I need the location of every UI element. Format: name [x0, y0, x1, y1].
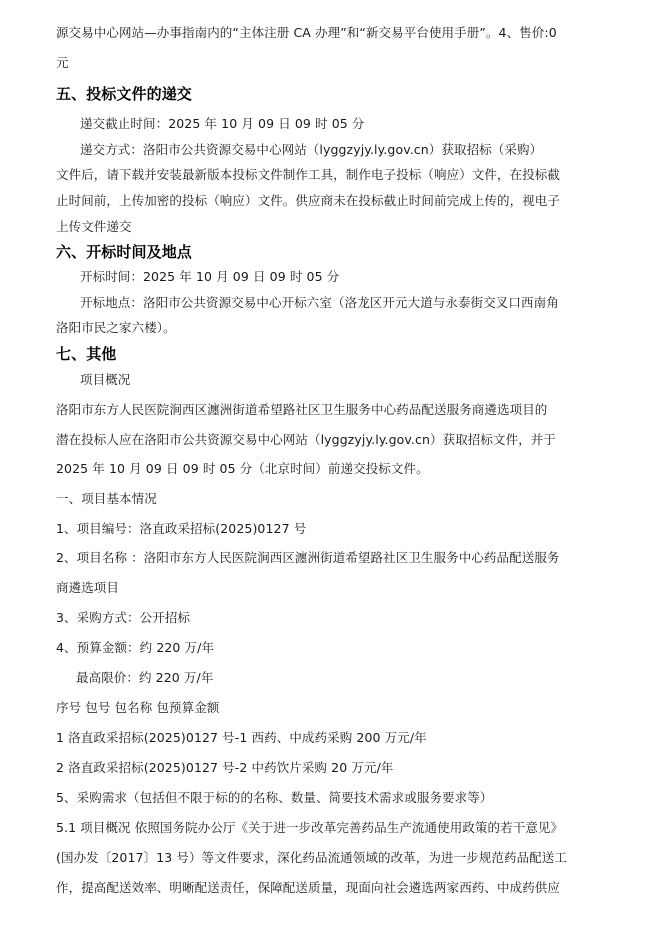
- text-line: 项目概况: [80, 372, 131, 387]
- text-line: 作，提高配送效率、明晰配送责任，保障配送质量，现面向社会遴选两家西药、中成药供应: [56, 880, 561, 895]
- text-line: 5.1 项目概况 依照国务院办公厅《关于进一步改革完善药品生产流通使用政策的若干意见》: [56, 820, 564, 835]
- text-line: 元: [56, 55, 69, 70]
- section-heading: 五、投标文件的递交: [56, 85, 192, 103]
- text-line: 3、采购方式：公开招标: [56, 610, 191, 625]
- text-line: 2、项目名称 ：洛阳市东方人民医院涧西区瀍洲街道希望路社区卫生服务中心药品配送服务: [56, 550, 560, 565]
- table-row: 2 洛直政采招标(2025)0127 号-2 中药饮片采购 20 万元/年: [56, 760, 394, 775]
- text-line: 洛阳市民之家六楼）。: [56, 320, 176, 335]
- text-line: 4、预算金额：约 220 万/年: [56, 640, 215, 655]
- text-line: 递交方式：洛阳市公共资源交易中心网站（lyggzyjy.ly.gov.cn）获取招标（采购）: [80, 142, 543, 157]
- text-line: 源交易中心网站—办事指南内的“主体注册 CA 办理”和“新交易平台使用手册”。4、售价:0: [56, 25, 557, 40]
- text-line: 开标时间：2025 年 10 月 09 日 09 时 05 分: [80, 269, 340, 284]
- table-row: 1 洛直政采招标(2025)0127 号-1 西药、中成药采购 200 万元/年: [56, 730, 427, 745]
- text-line: (国办发〔2017〕13 号）等文件要求，深化药品流通领域的改革，为进一步规范药品配送工: [56, 850, 567, 865]
- text-line: 递交截止时间：2025 年 10 月 09 日 09 时 05 分: [80, 116, 365, 131]
- text-line: 文件后，请下载并安装最新版本投标文件制作工具，制作电子投标（响应）文件，在投标截: [56, 167, 561, 182]
- text-line: 一、项目基本情况: [56, 491, 157, 506]
- text-line: 潜在投标人应在洛阳市公共资源交易中心网站（lyggzyjy.ly.gov.cn）获取招标文件，并于: [56, 432, 556, 447]
- section-heading: 六、开标时间及地点: [56, 243, 192, 261]
- text-line: 止时间前，上传加密的投标（响应）文件。供应商未在投标截止时间前完成上传的，视电子: [56, 193, 561, 208]
- text-line: 开标地点：洛阳市公共资源交易中心开标六室（洛龙区开元大道与永泰街交叉口西南角: [80, 295, 559, 310]
- table-header: 序号 包号 包名称 包预算金额: [56, 700, 220, 715]
- section-heading: 七、其他: [56, 345, 117, 363]
- text-line: 上传文件递交: [56, 219, 132, 234]
- text-line: 1、项目编号：洛直政采招标(2025)0127 号: [56, 521, 307, 536]
- text-line: 5、采购需求（包括但不限于标的的名称、数量、简要技术需求或服务要求等）: [56, 790, 493, 805]
- text-line: 最高限价：约 220 万/年: [76, 670, 214, 685]
- text-line: 2025 年 10 月 09 日 09 时 05 分（北京时间）前递交投标文件。: [56, 461, 429, 476]
- text-line: 商遴选项目: [56, 580, 120, 595]
- text-line: 洛阳市东方人民医院涧西区瀍洲街道希望路社区卫生服务中心药品配送服务商遴选项目的: [56, 402, 548, 417]
